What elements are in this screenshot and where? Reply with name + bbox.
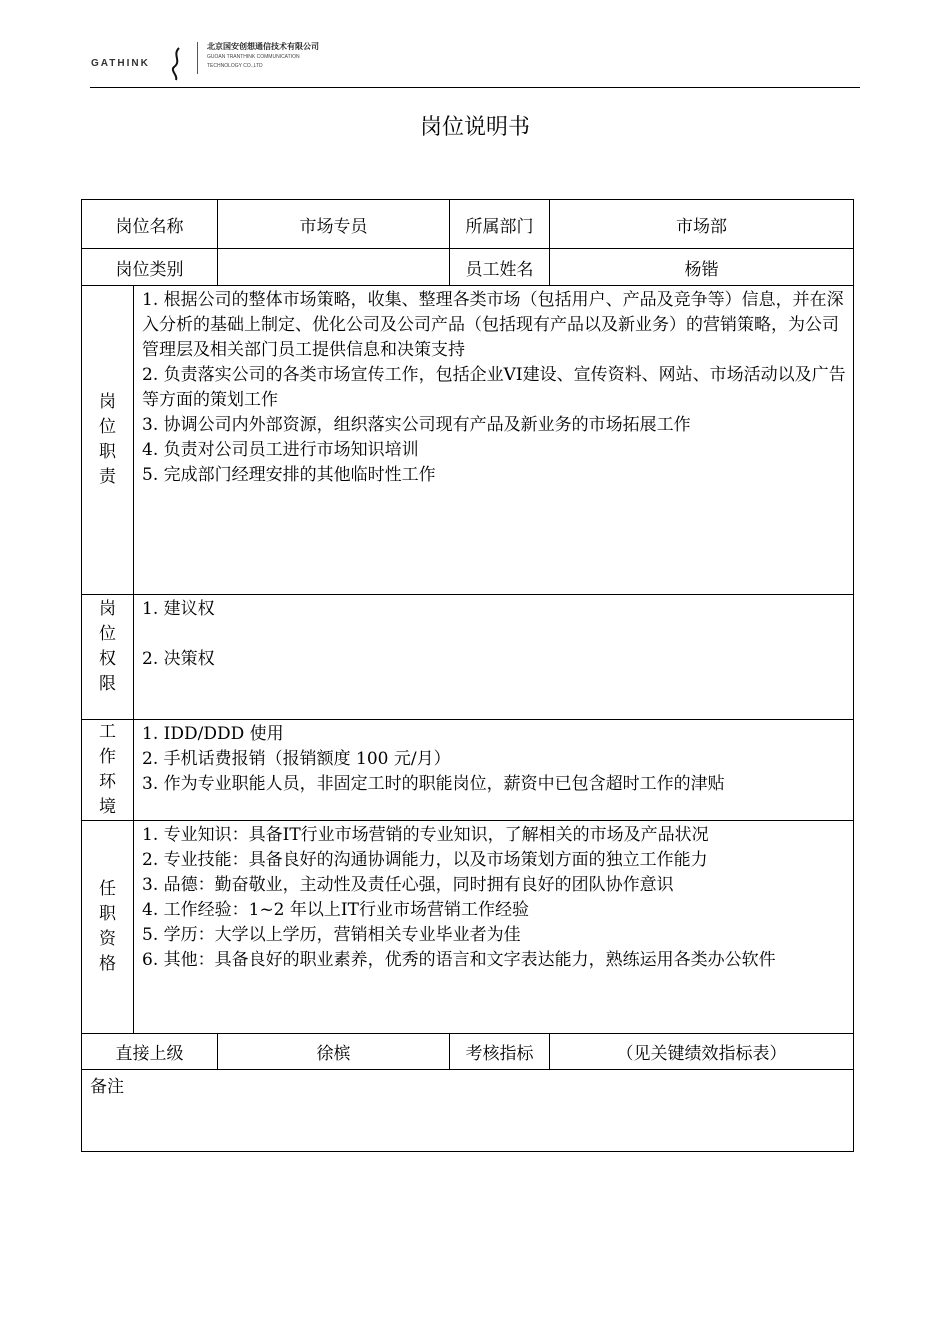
company-name <box>207 41 319 70</box>
label-employee-name: 员工姓名 <box>450 249 550 286</box>
row-category <box>82 249 854 286</box>
list-item: 2. 决策权 <box>142 649 215 669</box>
authority-list <box>134 595 854 720</box>
label-remark: 备注 <box>90 1077 124 1097</box>
label-authority: 岗 位 权 限 <box>82 595 134 720</box>
document-title: 岗位说明书 <box>419 115 530 140</box>
list-item: 3. 品德：勤奋敬业，主动性及责任心强，同时拥有良好的团队协作意识 <box>142 875 674 895</box>
label-duties: 岗 位 职 责 <box>82 286 134 595</box>
list-item: 5. 完成部门经理安排的其他临时性工作 <box>142 465 436 485</box>
list-item: 1. 根据公司的整体市场策略，收集、整理各类市场（包括用户、产品及竞争等）信息，并在深入分析的基础上制定、优化公司及公司产品（包括现有产品以及新业务）的营销策略，为公司管理层及相关部门员工提供信息和决策支持 <box>142 290 844 360</box>
list-item: 6. 其他：具备良好的职业素养，优秀的语言和文字表达能力，熟练运用各类办公软件 <box>142 950 776 970</box>
label-assessment: 考核指标 <box>450 1034 550 1070</box>
row-environment <box>82 720 854 821</box>
value-supervisor: 徐槟 <box>218 1034 450 1070</box>
label-supervisor: 直接上级 <box>82 1034 218 1070</box>
list-item: 4. 工作经验：1~2 年以上IT行业市场营销工作经验 <box>142 900 529 920</box>
row-position <box>82 200 854 249</box>
duties-list <box>134 286 854 595</box>
row-authority <box>82 595 854 720</box>
brand-logo-text: GATHINK <box>91 58 150 69</box>
label-position-category: 岗位类别 <box>82 249 218 286</box>
label-position-name: 岗位名称 <box>82 200 218 249</box>
row-supervisor <box>82 1034 854 1070</box>
spacer <box>142 622 847 647</box>
value-position-category <box>218 249 450 286</box>
value-department: 市场部 <box>550 200 854 249</box>
list-item: 2. 负责落实公司的各类市场宣传工作，包括企业VI建设、宣传资料、网站、市场活动以及广告等方面的策划工作 <box>142 365 846 410</box>
header-divider <box>197 42 198 74</box>
row-qualifications <box>82 821 854 1034</box>
company-name-cn: 北京国安创想通信技术有限公司 <box>207 42 319 51</box>
job-description-table <box>81 199 854 1152</box>
value-employee-name: 杨锴 <box>550 249 854 286</box>
list-item: 3. 协调公司内外部资源，组织落实公司现有产品及新业务的市场拓展工作 <box>142 415 691 435</box>
list-item: 2. 专业技能：具备良好的沟通协调能力，以及市场策划方面的独立工作能力 <box>142 850 708 870</box>
label-department: 所属部门 <box>450 200 550 249</box>
list-item: 1. 建议权 <box>142 599 215 619</box>
value-assessment: （见关键绩效指标表） <box>550 1034 854 1070</box>
list-item: 1. IDD/DDD 使用 <box>142 724 284 744</box>
company-name-en-2: TECHNOLOGY CO.,LTD <box>207 63 263 69</box>
list-item: 4. 负责对公司员工进行市场知识培训 <box>142 440 419 460</box>
brand-logo-icon <box>170 47 184 81</box>
header-rule <box>90 87 860 88</box>
environment-list <box>134 720 854 821</box>
value-position-name: 市场专员 <box>218 200 450 249</box>
label-environment: 工 作 环 境 <box>82 720 134 821</box>
list-item: 5. 学历：大学以上学历，营销相关专业毕业者为佳 <box>142 925 521 945</box>
list-item: 3. 作为专业职能人员，非固定工时的职能岗位，薪资中已包含超时工作的津贴 <box>142 774 725 794</box>
company-name-en-1: GUOAN TRANTHINK COMMUNICATION <box>207 54 300 60</box>
list-item: 1. 专业知识：具备IT行业市场营销的专业知识，了解相关的市场及产品状况 <box>142 825 709 845</box>
qualifications-list <box>134 821 854 1034</box>
list-item: 2. 手机话费报销（报销额度 100 元/月） <box>142 749 451 769</box>
row-duties <box>82 286 854 595</box>
row-remark <box>82 1070 854 1152</box>
label-qualifications: 任 职 资 格 <box>82 821 134 1034</box>
remark-cell <box>82 1070 854 1152</box>
page-header <box>90 38 860 88</box>
